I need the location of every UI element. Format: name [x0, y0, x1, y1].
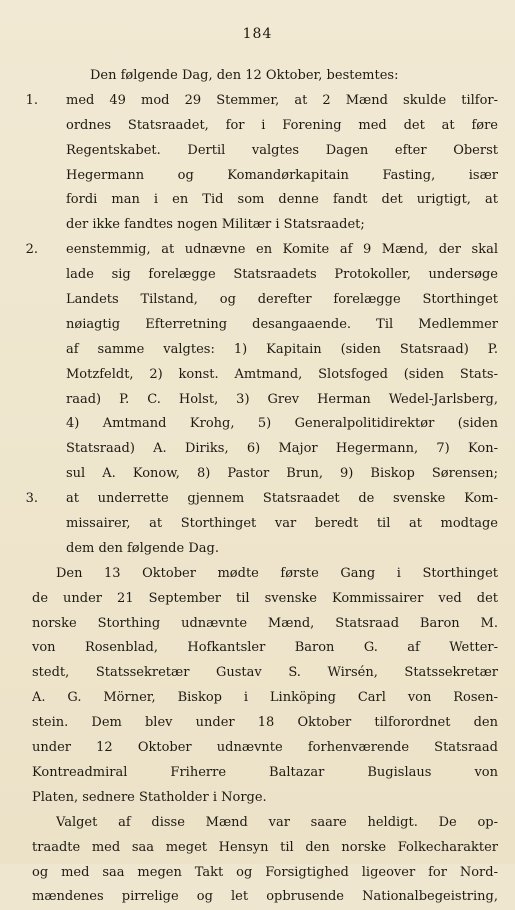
text-line	[56, 811, 498, 836]
text-line	[32, 861, 498, 886]
line-text: mændenes pirrelige og let opbrusende Nationalbegeistring,	[32, 889, 498, 905]
list-number: 3.	[25, 491, 38, 507]
line-text: lade sig forelægge Statsraadets Protokoller, undersøge	[66, 267, 498, 283]
line-text: at underrette gjennem Statsraadet de svenske Kom-	[66, 491, 498, 507]
line-text: de under 21 September til svenske Kommissairer ved det	[32, 590, 498, 606]
line-text: og med saa megen Takt og Forsigtighed ligeover for Nord-	[32, 864, 498, 880]
text-line	[66, 412, 498, 437]
text-line	[32, 885, 498, 910]
line-text: Den følgende Dag, den 12 Oktober, bestemtes:	[90, 68, 399, 83]
text-line	[32, 786, 498, 811]
line-text: Platen, sednere Statholder i Norge.	[32, 789, 267, 805]
text-line	[66, 114, 498, 139]
list-number: 1.	[25, 92, 38, 108]
text-line	[66, 363, 498, 388]
text-line	[32, 711, 498, 736]
list-number: 2.	[25, 242, 38, 258]
text-line	[66, 512, 498, 537]
line-text: stein. Dem blev under 18 Oktober tilforordnet den	[32, 715, 498, 731]
text-line	[32, 612, 498, 637]
line-text: 4) Amtmand Krohg, 5) Generalpolitidirektør (siden	[66, 416, 498, 432]
line-text: Regentskabet. Dertil valgtes Dagen efter Oberst	[66, 142, 498, 158]
line-text: Statsraad) A. Diriks, 6) Major Hegermann, 7) Kon-	[66, 441, 498, 457]
line-text: Landets Tilstand, og derefter forelægge Storthinget	[66, 292, 498, 308]
text-line	[25, 238, 498, 263]
text-line	[66, 462, 498, 487]
line-text: von Rosenblad, Hofkantsler Baron G. af Wetter-	[32, 640, 498, 656]
text-line	[32, 761, 498, 786]
text-line	[66, 537, 498, 562]
line-text: raad) P. C. Holst, 3) Grev Herman Wedel-Jarlsberg,	[66, 391, 498, 407]
line-text: missairer, at Storthinget var beredt til at modtage	[66, 516, 498, 532]
line-text: eenstemmig, at udnævne en Komite af 9 Mænd, der skal	[66, 242, 498, 258]
body-text	[25, 64, 498, 910]
text-line	[66, 188, 498, 213]
line-text: stedt, Statssekretær Gustav S. Wirsén, Statssekretær	[32, 665, 498, 681]
line-text: fordi man i en Tid som denne fandt det urigtigt, at	[66, 192, 498, 208]
text-line	[32, 587, 498, 612]
text-line	[66, 64, 498, 89]
text-line	[32, 836, 498, 861]
text-line	[25, 487, 498, 512]
line-text: sul A. Konow, 8) Pastor Brun, 9) Biskop Sørensen;	[66, 466, 498, 482]
line-text: der ikke fandtes nogen Militær i Statsraadet;	[66, 217, 365, 233]
line-text: Valget af disse Mænd var saare heldigt. De op-	[56, 814, 498, 830]
page-number: 184	[242, 26, 273, 42]
text-line	[32, 636, 498, 661]
text-line	[66, 437, 498, 462]
line-text: Hegermann og Komandørkapitain Fasting, især	[66, 167, 498, 183]
line-text: dem den følgende Dag.	[66, 540, 219, 556]
text-line	[66, 288, 498, 313]
line-text: norske Storthing udnævnte Mænd, Statsraad Baron M.	[32, 615, 498, 631]
line-text: A. G. Mörner, Biskop i Linköping Carl von Rosen-	[32, 690, 498, 706]
line-text: Kontreadmiral Friherre Baltazar Bugislaus von	[32, 764, 498, 780]
text-line	[66, 213, 498, 238]
text-line	[56, 562, 498, 587]
line-text: under 12 Oktober udnævnte forhenværende Statsraad	[32, 740, 498, 756]
text-line	[66, 338, 498, 363]
line-text: Motzfeldt, 2) konst. Amtmand, Slotsfoged (siden Stats-	[66, 366, 498, 382]
text-line	[25, 89, 498, 114]
line-text: med 49 mod 29 Stemmer, at 2 Mænd skulde tilfor-	[66, 92, 498, 108]
line-text: traadte med saa meget Hensyn til den norske Folkecharakter	[32, 839, 498, 855]
text-line	[32, 661, 498, 686]
line-text: nøiagtig Efterretning desangaaende. Til Medlemmer	[66, 316, 498, 332]
text-line	[66, 164, 498, 189]
text-line	[66, 263, 498, 288]
line-text: af samme valgtes: 1) Kapitain (siden Statsraad) P.	[66, 341, 498, 357]
line-text: ordnes Statsraadet, for i Forening med det at føre	[66, 117, 498, 133]
text-line	[66, 313, 498, 338]
line-text: Den 13 Oktober mødte første Gang i Storthinget	[56, 565, 498, 581]
text-line	[66, 388, 498, 413]
text-line	[66, 139, 498, 164]
text-line	[32, 736, 498, 761]
text-line	[32, 686, 498, 711]
